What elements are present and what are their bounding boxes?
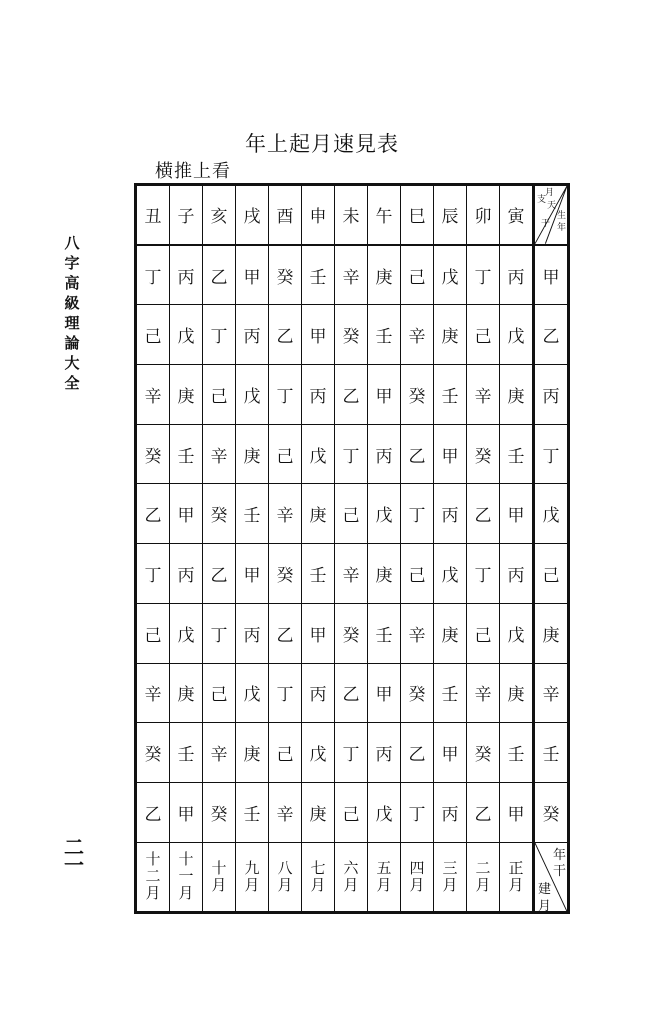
table-cell: 己 — [401, 544, 434, 604]
month-label: 十二月 — [143, 851, 162, 903]
year-stem-cell: 丙 — [533, 365, 567, 425]
page-subtitle: 横推上看 — [155, 161, 231, 182]
table-cell: 庚 — [368, 246, 401, 306]
month-label: 十一月 — [176, 851, 195, 903]
branch-header-cell: 子 — [170, 186, 203, 246]
table-cell: 壬 — [236, 783, 269, 843]
table-cell: 庚 — [236, 723, 269, 783]
book-title: 八字高級理論大全 — [64, 234, 80, 392]
year-stem-cell: 壬 — [533, 723, 567, 783]
month-cell — [500, 843, 533, 911]
table-cell: 庚 — [170, 664, 203, 724]
corner-label: 生 — [557, 211, 567, 221]
table-cell: 乙 — [467, 783, 500, 843]
table-cell: 戊 — [368, 484, 401, 544]
page-number: 二一 — [64, 835, 84, 877]
month-label: 七月 — [308, 859, 327, 894]
branch-header-cell: 卯 — [467, 186, 500, 246]
table-cell: 辛 — [335, 544, 368, 604]
branch-header-cell: 未 — [335, 186, 368, 246]
table-cell: 丙 — [170, 544, 203, 604]
table-cell: 辛 — [269, 783, 302, 843]
month-cell — [170, 843, 203, 911]
month-cell — [269, 843, 302, 911]
table-cell: 辛 — [137, 664, 170, 724]
table-cell: 辛 — [467, 664, 500, 724]
branch-header-cell: 酉 — [269, 186, 302, 246]
table-cell: 庚 — [368, 544, 401, 604]
table-cell: 乙 — [401, 425, 434, 485]
table-cell: 戊 — [236, 365, 269, 425]
month-cell — [203, 843, 236, 911]
table-cell: 癸 — [335, 305, 368, 365]
table-cell: 甲 — [302, 305, 335, 365]
table-cell: 壬 — [302, 246, 335, 306]
year-stem-cell: 甲 — [533, 246, 567, 306]
table-cell: 甲 — [368, 365, 401, 425]
branch-header-cell: 申 — [302, 186, 335, 246]
table-cell: 己 — [269, 723, 302, 783]
table-cell: 甲 — [434, 723, 467, 783]
table-cell: 甲 — [236, 246, 269, 306]
table-cell: 戊 — [500, 604, 533, 664]
table-cell: 丙 — [368, 425, 401, 485]
table-cell: 己 — [335, 783, 368, 843]
table-cell: 癸 — [137, 723, 170, 783]
table-cell: 己 — [203, 664, 236, 724]
table-cell: 己 — [467, 305, 500, 365]
table-cell: 丁 — [269, 365, 302, 425]
table-cell: 乙 — [401, 723, 434, 783]
table-cell: 己 — [467, 604, 500, 664]
table-cell: 丙 — [500, 544, 533, 604]
table-cell: 壬 — [500, 723, 533, 783]
table-cell: 壬 — [434, 664, 467, 724]
table-cell: 壬 — [500, 425, 533, 485]
table-cell: 癸 — [467, 425, 500, 485]
table-cell: 甲 — [500, 783, 533, 843]
table-cell: 壬 — [170, 425, 203, 485]
corner-label: 天 — [547, 201, 557, 211]
table-cell: 戊 — [302, 425, 335, 485]
table-cell: 辛 — [467, 365, 500, 425]
year-stem-cell: 丁 — [533, 425, 567, 485]
corner-label: 建 — [538, 881, 552, 897]
branch-header-cell: 巳 — [401, 186, 434, 246]
table-cell: 癸 — [269, 544, 302, 604]
table-cell: 己 — [137, 305, 170, 365]
table-cell: 丁 — [335, 723, 368, 783]
year-stem-cell: 癸 — [533, 783, 567, 843]
table-cell: 癸 — [401, 664, 434, 724]
table-cell: 丁 — [467, 544, 500, 604]
table-cell: 丙 — [368, 723, 401, 783]
table-cell: 丙 — [236, 305, 269, 365]
month-label: 六月 — [341, 859, 360, 894]
table-cell: 丙 — [434, 783, 467, 843]
table-cell: 丁 — [401, 783, 434, 843]
corner-label: 年 — [557, 223, 567, 233]
table-cell: 壬 — [170, 723, 203, 783]
table-cell: 丁 — [137, 544, 170, 604]
table-cell: 乙 — [269, 604, 302, 664]
year-stem-cell: 乙 — [533, 305, 567, 365]
table-cell: 丁 — [467, 246, 500, 306]
table-cell: 乙 — [137, 484, 170, 544]
table-cell: 辛 — [269, 484, 302, 544]
table-cell: 庚 — [170, 365, 203, 425]
table-cell: 庚 — [302, 783, 335, 843]
table-cell: 丙 — [170, 246, 203, 306]
table-cell: 乙 — [467, 484, 500, 544]
table-cell: 丙 — [236, 604, 269, 664]
month-label: 五月 — [374, 859, 393, 894]
table-cell: 甲 — [500, 484, 533, 544]
table-cell: 壬 — [434, 365, 467, 425]
table-cell: 壬 — [302, 544, 335, 604]
table-cell: 戊 — [368, 783, 401, 843]
month-label: 十月 — [209, 859, 228, 894]
table-cell: 壬 — [236, 484, 269, 544]
corner-label: 干 — [553, 863, 567, 879]
table-cell: 己 — [269, 425, 302, 485]
month-cell — [368, 843, 401, 911]
table-cell: 戊 — [170, 604, 203, 664]
table-cell: 戊 — [434, 246, 467, 306]
table-cell: 戊 — [236, 664, 269, 724]
table-cell: 己 — [203, 365, 236, 425]
table-cell: 辛 — [401, 604, 434, 664]
month-label: 九月 — [242, 859, 261, 894]
table-cell: 庚 — [434, 604, 467, 664]
table-cell: 甲 — [170, 783, 203, 843]
table-cell: 辛 — [137, 365, 170, 425]
year-stem-cell: 庚 — [533, 604, 567, 664]
month-cell — [335, 843, 368, 911]
branch-header-cell: 亥 — [203, 186, 236, 246]
branch-header-cell: 寅 — [500, 186, 533, 246]
branch-header-cell: 丑 — [137, 186, 170, 246]
month-cell — [467, 843, 500, 911]
table-cell: 庚 — [500, 365, 533, 425]
table-cell: 辛 — [401, 305, 434, 365]
table-cell: 丁 — [335, 425, 368, 485]
branch-header-cell: 戌 — [236, 186, 269, 246]
table-cell: 庚 — [500, 664, 533, 724]
month-cell — [137, 843, 170, 911]
month-label: 正月 — [506, 859, 525, 894]
table-cell: 丁 — [269, 664, 302, 724]
corner-header-cell — [533, 186, 567, 246]
corner-footer-cell — [533, 843, 567, 911]
table-cell: 癸 — [467, 723, 500, 783]
table-cell: 辛 — [203, 425, 236, 485]
table-cell: 甲 — [434, 425, 467, 485]
branch-header-cell: 午 — [368, 186, 401, 246]
corner-label: 月 — [545, 188, 555, 198]
month-cell — [401, 843, 434, 911]
table-cell: 丁 — [203, 305, 236, 365]
table-cell: 丁 — [203, 604, 236, 664]
table-cell: 庚 — [302, 484, 335, 544]
table-cell: 癸 — [401, 365, 434, 425]
table-cell: 乙 — [203, 246, 236, 306]
table-cell: 丙 — [500, 246, 533, 306]
month-cell — [236, 843, 269, 911]
table-cell: 壬 — [368, 305, 401, 365]
table-cell: 壬 — [368, 604, 401, 664]
month-stem-table — [134, 183, 570, 914]
corner-label: 年 — [553, 847, 567, 863]
corner-label: 支 — [537, 195, 547, 205]
month-label: 二月 — [473, 859, 492, 894]
table-cell: 己 — [401, 246, 434, 306]
month-label: 四月 — [407, 859, 426, 894]
table-cell: 乙 — [269, 305, 302, 365]
table-cell: 甲 — [170, 484, 203, 544]
table-cell: 癸 — [203, 484, 236, 544]
month-cell — [302, 843, 335, 911]
table-cell: 戊 — [500, 305, 533, 365]
table-cell: 丁 — [401, 484, 434, 544]
table-cell: 乙 — [335, 664, 368, 724]
table-cell: 辛 — [335, 246, 368, 306]
table-cell: 丁 — [137, 246, 170, 306]
month-cell — [434, 843, 467, 911]
corner-label: 干 — [541, 219, 551, 229]
page-title: 年上起月速見表 — [245, 132, 399, 156]
table-cell: 乙 — [335, 365, 368, 425]
year-stem-cell: 戊 — [533, 484, 567, 544]
table-cell: 己 — [137, 604, 170, 664]
table-cell: 戊 — [302, 723, 335, 783]
month-label: 八月 — [275, 859, 294, 894]
table-cell: 癸 — [203, 783, 236, 843]
table-cell: 甲 — [302, 604, 335, 664]
table-cell: 丙 — [302, 664, 335, 724]
table-cell: 丙 — [434, 484, 467, 544]
table-cell: 甲 — [236, 544, 269, 604]
table-cell: 辛 — [203, 723, 236, 783]
table-cell: 丙 — [302, 365, 335, 425]
month-label: 三月 — [440, 859, 459, 894]
table-cell: 乙 — [137, 783, 170, 843]
table-cell: 庚 — [236, 425, 269, 485]
year-stem-cell: 己 — [533, 544, 567, 604]
table-cell: 癸 — [269, 246, 302, 306]
corner-label: 月 — [538, 898, 552, 911]
table-cell: 甲 — [368, 664, 401, 724]
table-cell: 庚 — [434, 305, 467, 365]
table-cell: 己 — [335, 484, 368, 544]
year-stem-cell: 辛 — [533, 664, 567, 724]
table-cell: 癸 — [137, 425, 170, 485]
branch-header-cell: 辰 — [434, 186, 467, 246]
table-cell: 癸 — [335, 604, 368, 664]
table-cell: 戊 — [434, 544, 467, 604]
table-cell: 戊 — [170, 305, 203, 365]
table-cell: 乙 — [203, 544, 236, 604]
